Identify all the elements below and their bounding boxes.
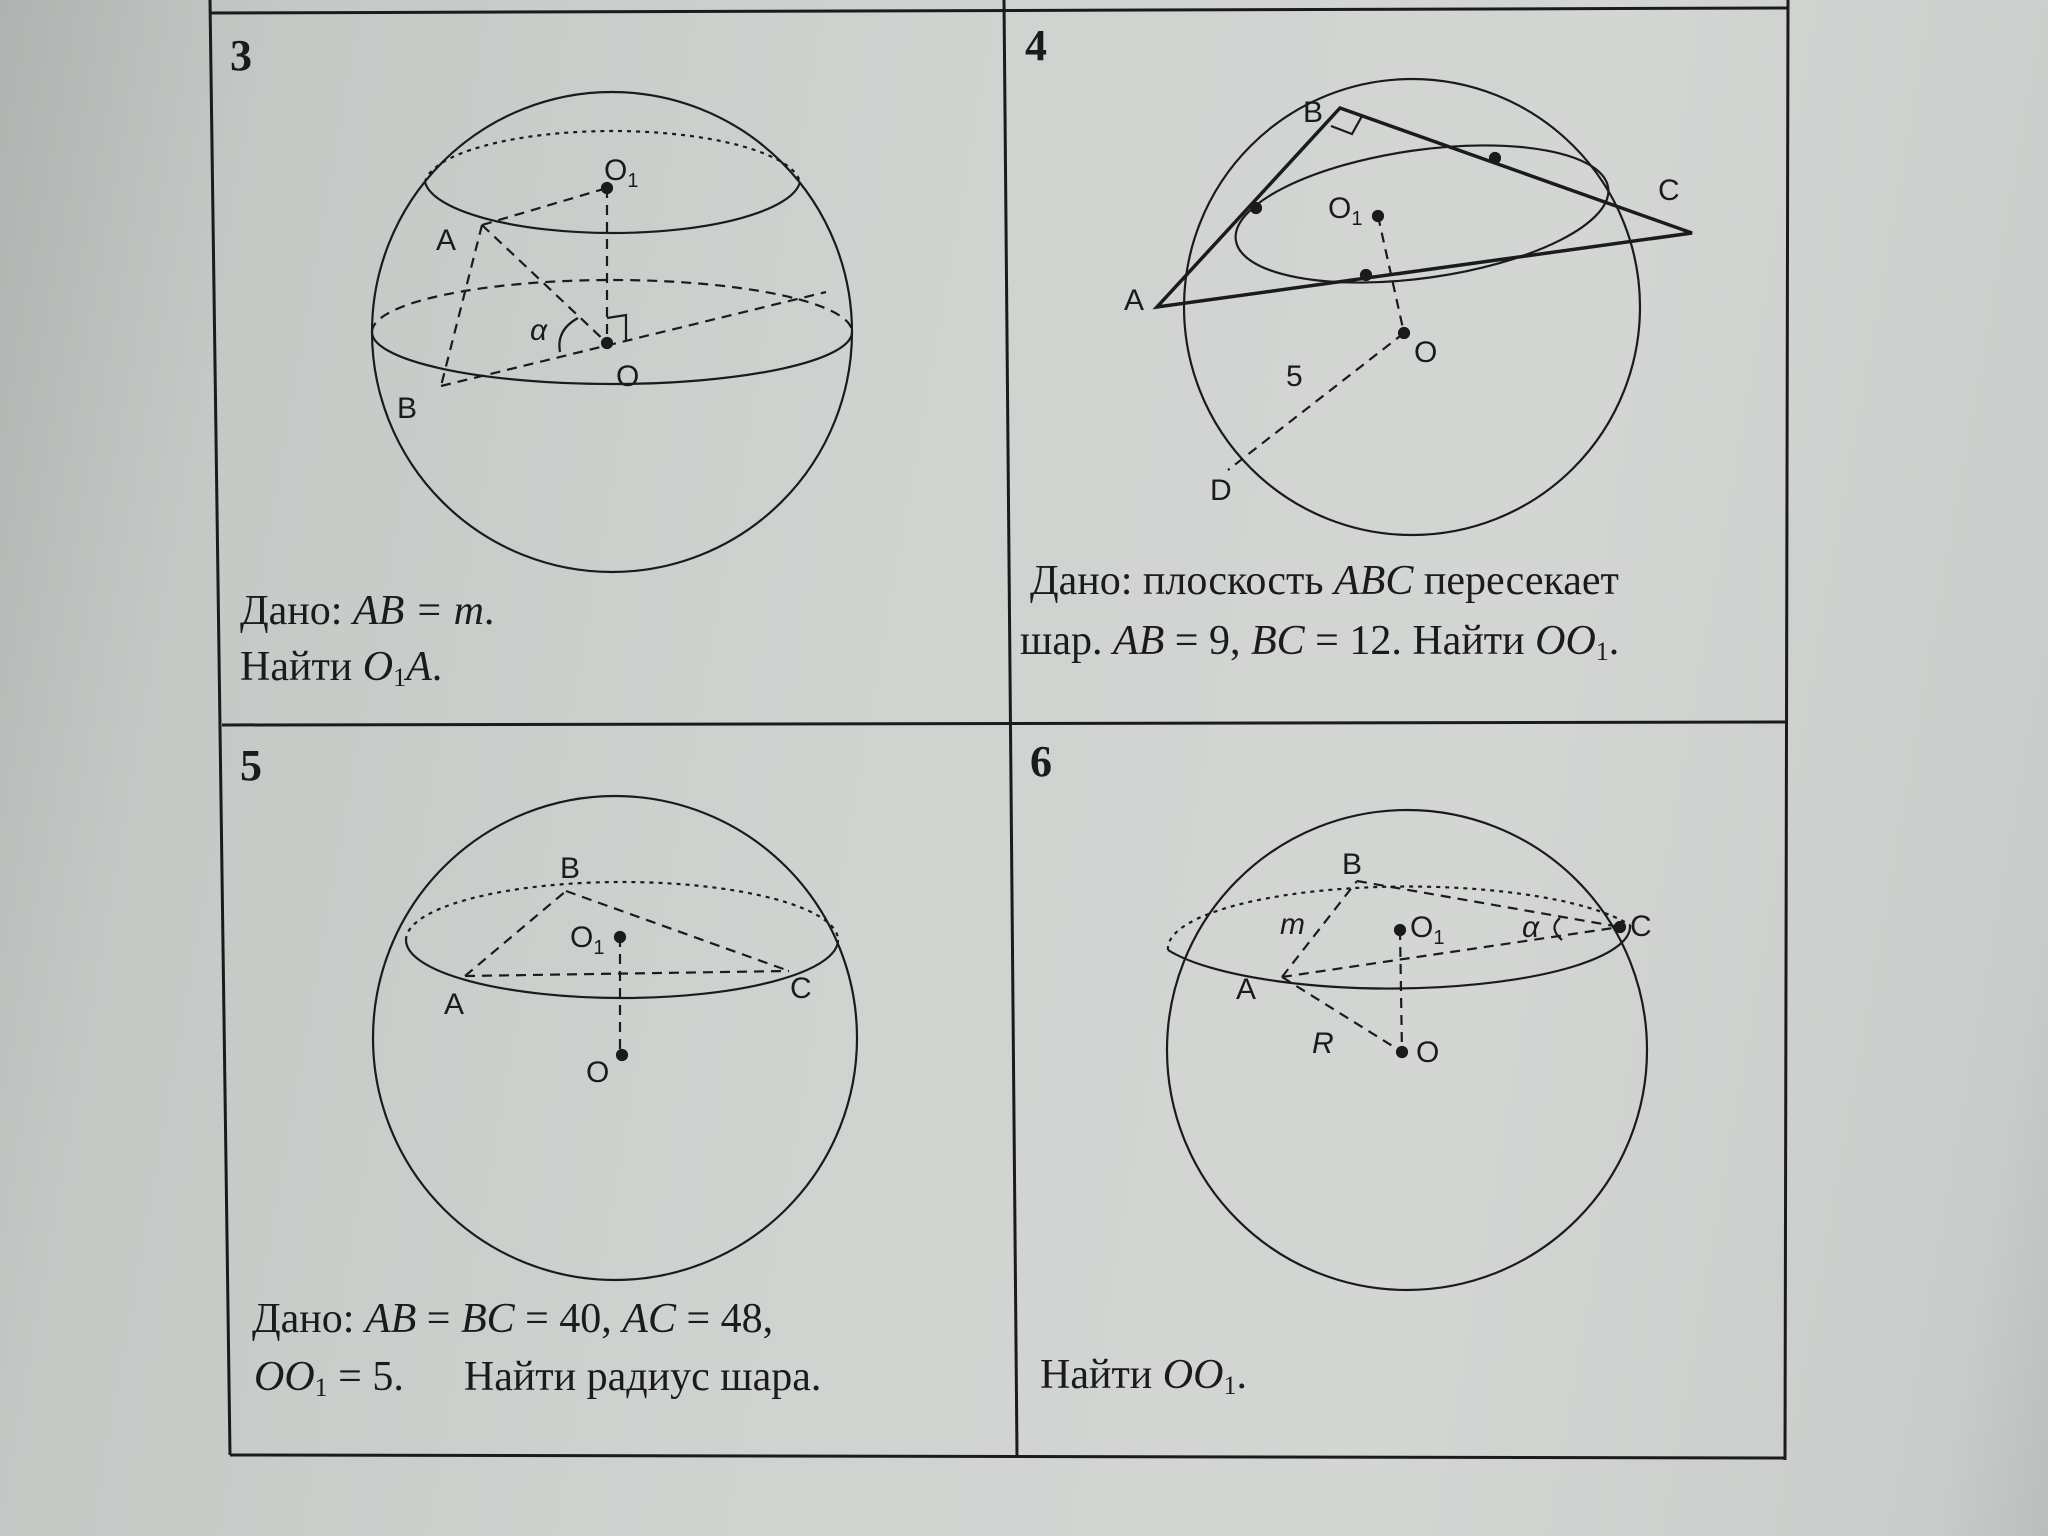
label-alpha-6: α <box>1522 911 1540 944</box>
label-o-6: O <box>1416 1036 1440 1069</box>
label-m-6: m <box>1280 908 1305 941</box>
label-o1-4: $O_1$ <box>1328 192 1363 230</box>
label-o1-6: $O_1$ <box>1410 911 1445 949</box>
label-o-4: O <box>1414 336 1438 369</box>
given-5-line1: Дано: AB = BC = 40, AC = 48, <box>252 1296 774 1342</box>
label-o1-5: $O_1$ <box>570 921 605 959</box>
problem-number-5: 5 <box>240 741 262 790</box>
section-front-5 <box>406 940 838 998</box>
segment-b-c-5 <box>566 891 789 971</box>
point-o1-6 <box>1395 925 1405 935</box>
label-o1-3: $O_1$ <box>604 154 639 192</box>
label-b-5: B <box>560 852 581 885</box>
grid-top-border <box>210 8 1788 13</box>
point-o1-5 <box>615 932 625 942</box>
point-o-3 <box>602 338 612 348</box>
problem-number-6: 6 <box>1030 737 1052 786</box>
given-3-line2: Найти $O_1A$. <box>240 644 443 692</box>
label-d-4: D <box>1210 474 1232 507</box>
angle-arc-alpha-3 <box>559 318 578 352</box>
great-circle-back-3 <box>372 280 852 332</box>
label-alpha-3: α <box>530 314 548 347</box>
grid-bottom-border <box>230 1455 1785 1458</box>
grid-right-border <box>1785 0 1788 1460</box>
tangent-point-ac <box>1361 270 1371 280</box>
label-a-4: A <box>1124 284 1145 317</box>
tangent-point-ab <box>1251 203 1261 213</box>
label-b-6: B <box>1342 848 1363 881</box>
sphere-5 <box>373 796 857 1280</box>
sphere-4 <box>1184 79 1640 535</box>
point-o-5 <box>617 1050 627 1060</box>
point-o-4 <box>1399 328 1409 338</box>
segment-b-c-6 <box>1357 881 1620 927</box>
problem-number-3: 3 <box>230 31 252 80</box>
label-c-5: C <box>790 972 812 1005</box>
label-five-4: 5 <box>1286 360 1303 393</box>
segment-o1-o-6 <box>1400 930 1402 1052</box>
label-o-5: O <box>586 1056 610 1089</box>
figure-4 <box>1157 79 1692 535</box>
section-circle-4 <box>1227 124 1617 303</box>
grid-left-border <box>210 0 230 1455</box>
segment-a-b-5 <box>465 891 566 976</box>
figure-6 <box>1167 810 1647 1290</box>
given-6-line1: Найти $OO_1$. <box>1040 1352 1247 1400</box>
given-5-line2: $OO_1 = 5$. Найти радиус шара. <box>254 1354 822 1402</box>
segment-o-d-4 <box>1228 333 1404 470</box>
label-a-6: A <box>1236 973 1257 1006</box>
problem-number-4: 4 <box>1025 21 1047 70</box>
label-c-6: C <box>1630 910 1652 943</box>
right-angle-mark-4 <box>1331 116 1362 134</box>
label-a-5: A <box>444 988 465 1021</box>
given-4-line1: Дано: плоскость ABC пересекает <box>1030 558 1619 604</box>
right-angle-mark-3 <box>607 315 626 340</box>
label-o-3: O <box>616 360 640 393</box>
point-c-6 <box>1615 922 1625 932</box>
label-b-4: B <box>1303 96 1324 129</box>
segment-a-o1 <box>482 188 607 225</box>
label-r-6: R <box>1312 1027 1334 1060</box>
section-back-6 <box>1168 887 1630 950</box>
grid-middle-horizontal <box>222 722 1786 725</box>
segment-a-c-5 <box>465 971 789 976</box>
given-4-line2: шар. AB = 9, BC = 12. Найти $OO_1$. <box>1020 618 1620 666</box>
label-a-3: A <box>436 224 457 257</box>
grid-middle-vertical <box>1004 0 1017 1455</box>
label-c-4: C <box>1658 174 1680 207</box>
segment-a-c-6 <box>1282 927 1620 977</box>
label-b-3: B <box>397 392 418 425</box>
figure-5 <box>373 796 857 1280</box>
tangent-point-bc <box>1490 153 1500 163</box>
given-3-line1: Дано: AB = m. <box>240 588 495 634</box>
point-o-6 <box>1397 1047 1407 1057</box>
point-o1-4 <box>1373 211 1383 221</box>
